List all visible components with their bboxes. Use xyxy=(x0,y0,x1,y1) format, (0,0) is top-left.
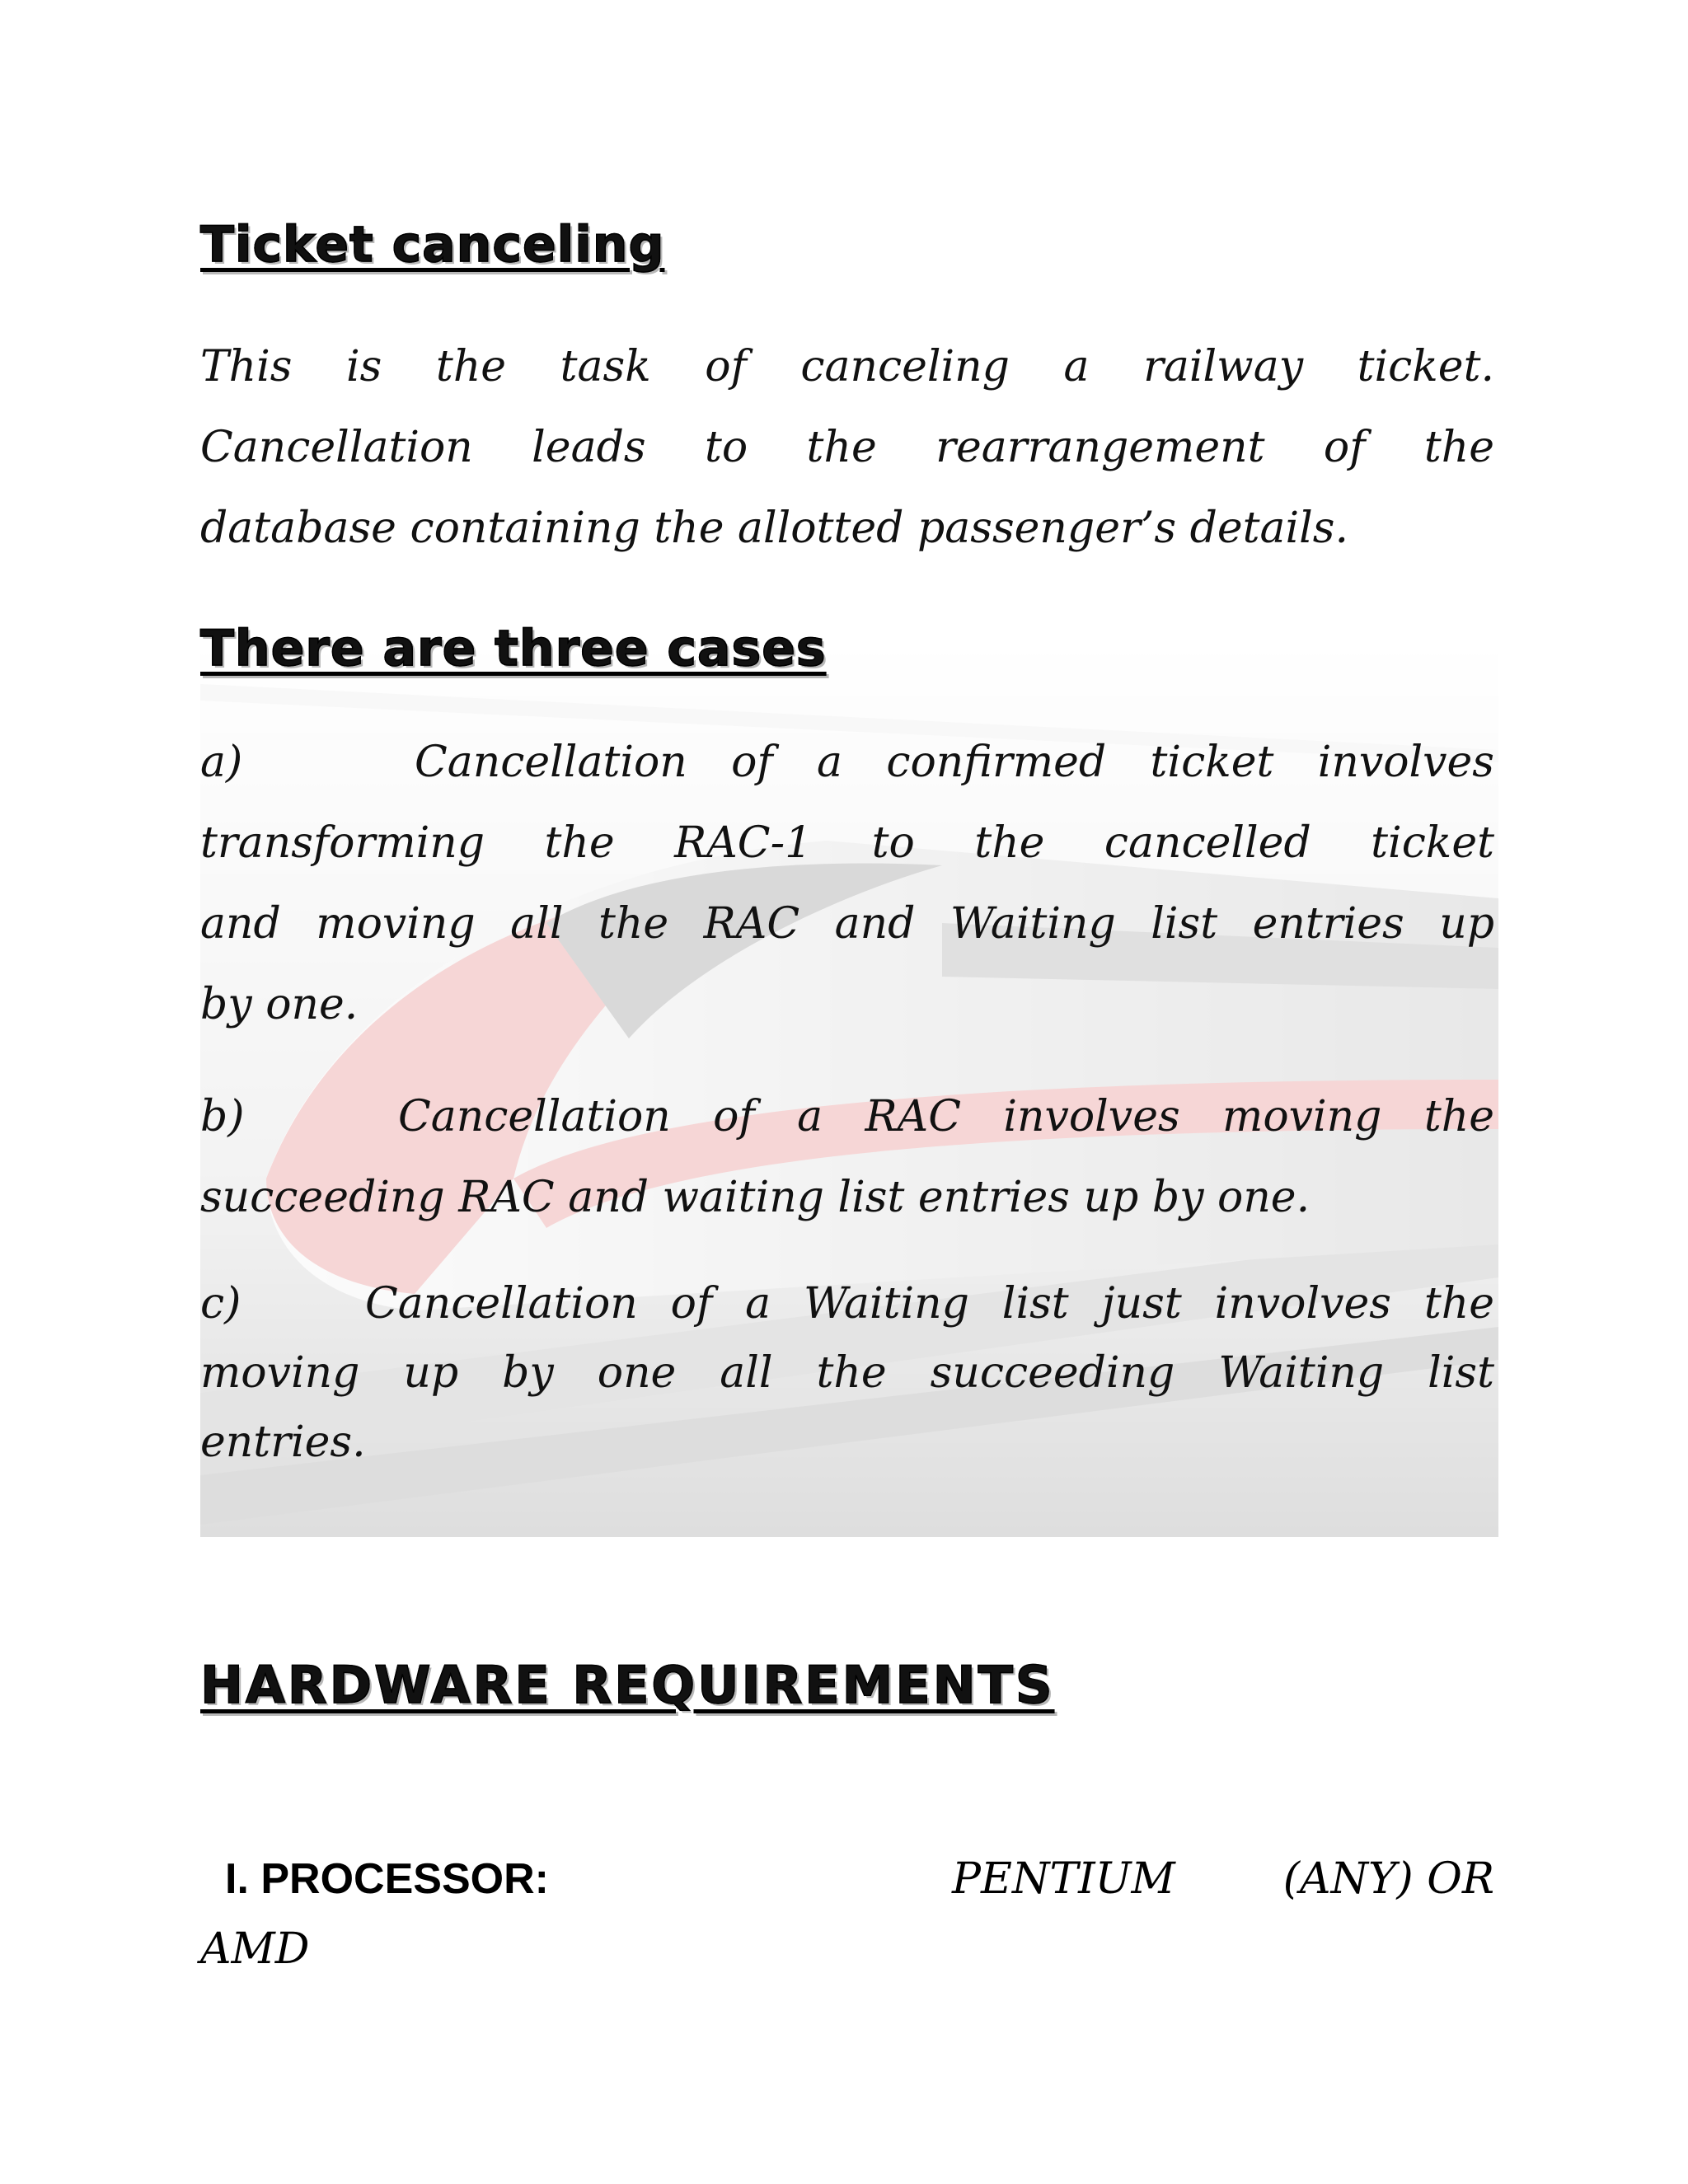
case-a-label: a) xyxy=(200,738,243,787)
case-line xyxy=(200,1408,1494,1477)
case-a-item xyxy=(200,722,1494,1045)
case-line-text: Cancellation of a RAC involves moving the xyxy=(398,1092,1494,1141)
case-line xyxy=(200,1157,1494,1238)
case-line-text: moving up by one all the succeeding Waiting list xyxy=(200,1348,1494,1398)
case-line-text: Cancellation of a confirmed ticket involves xyxy=(415,738,1494,787)
case-line-text: succeeding RAC and waiting list entries up by one. xyxy=(200,1173,1311,1222)
paragraph-line-text: database containing the allotted passenger’s details. xyxy=(200,504,1349,553)
case-line xyxy=(200,883,1494,964)
paragraph-line-text: This is the task of canceling a railway ticket. xyxy=(200,342,1494,391)
section-heading-hardware-requirements: HARDWARE REQUIREMENTS xyxy=(200,1655,1055,1715)
case-line xyxy=(200,803,1494,883)
processor-value-continuation: AMD xyxy=(200,1924,310,1974)
processor-requirement-row xyxy=(200,1846,1494,1912)
section-heading-three-cases: There are three cases xyxy=(200,620,827,677)
case-line xyxy=(200,1269,1494,1338)
case-line-text: by one. xyxy=(200,980,359,1029)
case-line-text: Cancellation of a Waiting list just involves the xyxy=(365,1279,1494,1329)
processor-value-part: PENTIUM xyxy=(952,1854,1175,1904)
processor-label: I. PROCESSOR: xyxy=(225,1855,549,1903)
processor-value-part: (ANY) OR xyxy=(1282,1854,1494,1904)
ticket-canceling-paragraph xyxy=(200,326,1494,569)
case-line xyxy=(200,722,1494,803)
case-c-label: c) xyxy=(200,1279,241,1329)
case-line xyxy=(200,1338,1494,1408)
case-line-text: transforming the RAC-1 to the cancelled ticket xyxy=(200,818,1494,868)
paragraph-line-text: Cancellation leads to the rearrangement of the xyxy=(200,423,1494,472)
case-b-item xyxy=(200,1076,1494,1238)
paragraph-line xyxy=(200,326,1494,407)
case-line xyxy=(200,964,1494,1045)
paragraph-line xyxy=(200,488,1494,569)
case-line-text: and moving all the RAC and Waiting list entries up xyxy=(200,899,1494,949)
case-c-item xyxy=(200,1269,1494,1477)
case-b-label: b) xyxy=(200,1092,245,1141)
paragraph-line xyxy=(200,407,1494,488)
case-line xyxy=(200,1076,1494,1157)
processor-value xyxy=(952,1846,1494,1912)
case-line-text: entries. xyxy=(200,1418,366,1467)
section-heading-ticket-canceling: Ticket canceling xyxy=(200,216,665,274)
